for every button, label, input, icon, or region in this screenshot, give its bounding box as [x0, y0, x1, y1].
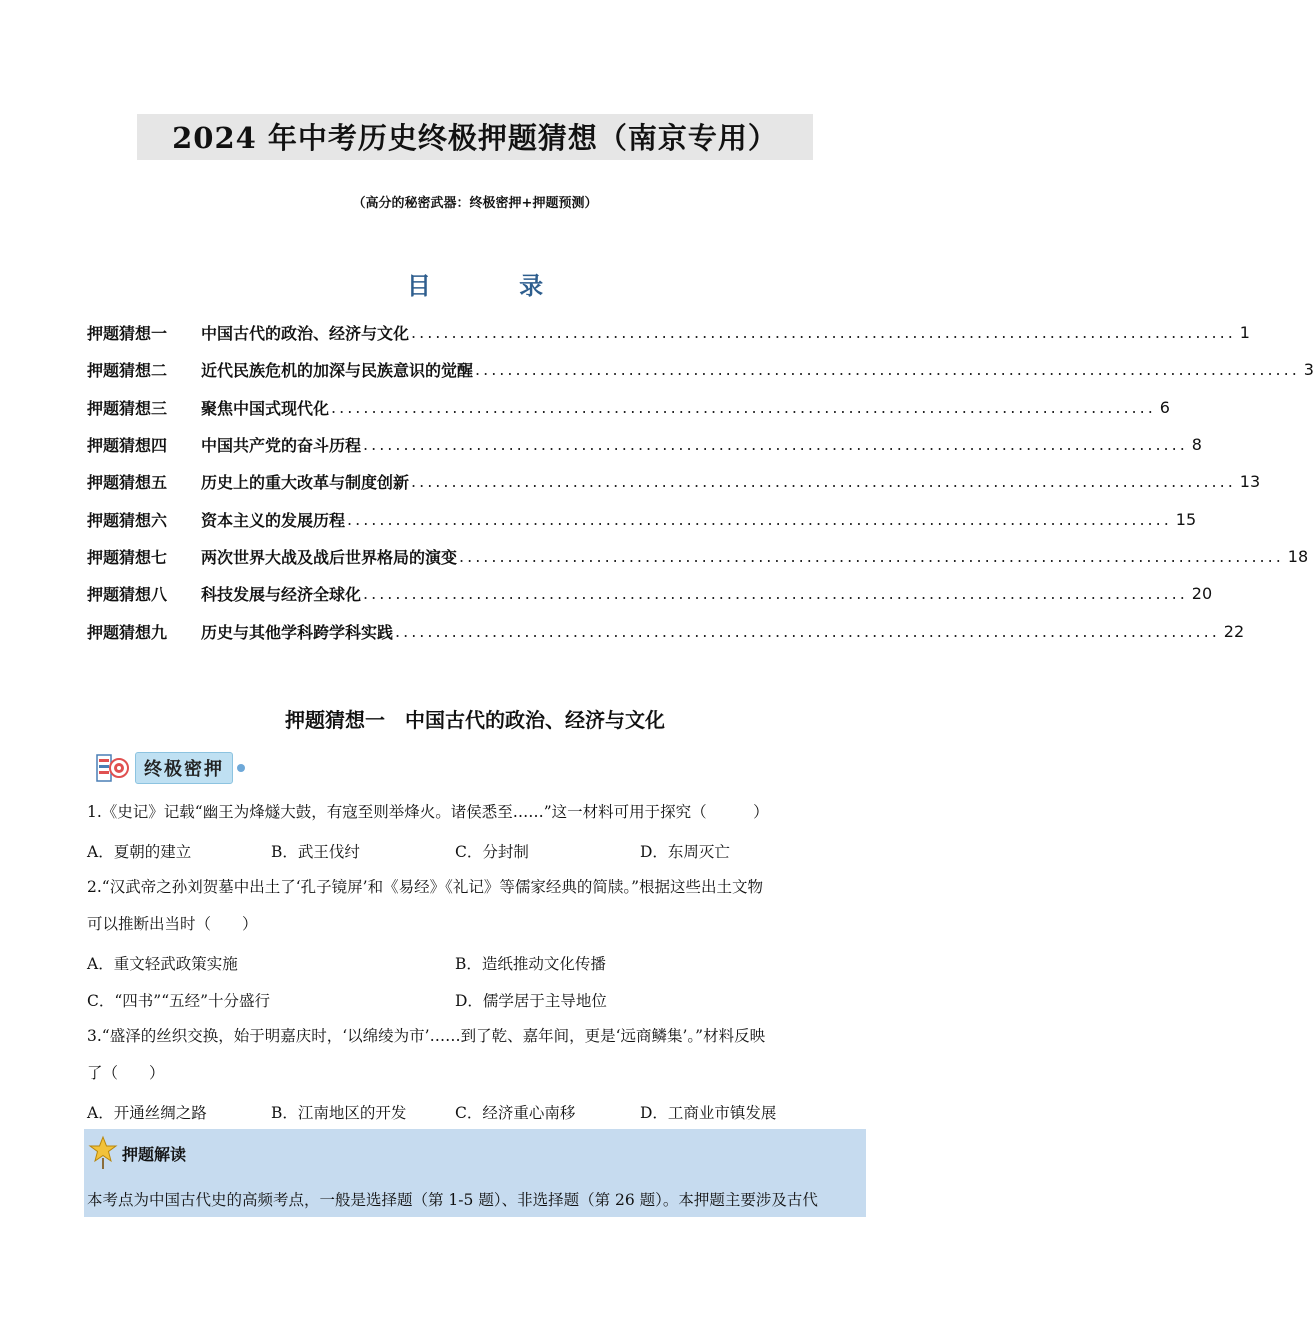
toc-entry-title: 中国共产党的奋斗历程	[201, 436, 362, 456]
question-2-option-a: A．重文轻武政策实施	[87, 955, 238, 973]
toc-leader-dots: ......................................................................................................	[475, 360, 1300, 380]
question-1-option-b: B．武王伐纣	[271, 843, 360, 861]
analysis-heading-label: 押题解读	[122, 1144, 187, 1164]
badge-dot-icon	[237, 764, 245, 772]
question-1-option-a: A．夏朝的建立	[87, 843, 192, 861]
toc-entry-title: 聚焦中国式现代化	[201, 398, 330, 418]
toc-leader-dots: ......................................................................................................	[331, 397, 1156, 417]
toc-entry-page: 3	[1303, 360, 1314, 380]
toc-entry-number: 押题猜想二	[87, 361, 168, 381]
toc-entry-title: 科技发展与经济全球化	[201, 585, 362, 605]
target-board-icon	[95, 752, 131, 784]
analysis-heading	[90, 1136, 186, 1170]
question-2-option-b: B．造纸推动文化传播	[455, 955, 606, 973]
toc-entry-number: 押题猜想六	[87, 510, 168, 530]
toc-entry-title: 中国古代的政治、经济与文化	[201, 324, 410, 344]
toc-leader-dots: ......................................................................................................	[459, 546, 1284, 566]
toc-leader-dots: ......................................................................................................	[347, 509, 1172, 529]
toc-entry-page: 15	[1175, 509, 1197, 529]
toc-leader-dots: ......................................................................................................	[411, 323, 1236, 343]
question-3-option-b: B．江南地区的开发	[271, 1104, 407, 1122]
toc-entry-title: 历史上的重大改革与制度创新	[201, 473, 410, 493]
toc-entry[interactable]	[87, 500, 1197, 537]
toc-entry-page: 6	[1159, 397, 1170, 417]
toc-entry-number: 押题猜想一	[87, 324, 168, 344]
question-2-option-c: C．“四书”“五经”十分盛行	[87, 992, 271, 1010]
toc-heading: 目 录	[406, 272, 584, 300]
toc-entry[interactable]	[87, 351, 1314, 388]
toc-entry-number: 押题猜想九	[87, 622, 168, 642]
section-title: 押题猜想一 中国古代的政治、经济与文化	[285, 708, 665, 732]
toc-entry-page: 18	[1287, 546, 1309, 566]
toc-entry[interactable]	[87, 314, 1250, 351]
final-prediction-badge	[95, 750, 245, 786]
toc-entry[interactable]	[87, 612, 1245, 649]
toc-entry[interactable]	[87, 426, 1202, 463]
toc-leader-dots: ......................................................................................................	[411, 472, 1236, 492]
star-icon	[90, 1136, 116, 1170]
toc-entry-number: 押题猜想八	[87, 585, 168, 605]
toc-entry[interactable]	[87, 389, 1170, 426]
question-3-option-d: D．工商业市镇发展	[640, 1104, 777, 1122]
toc-entry-page: 1	[1239, 323, 1250, 343]
question-2-text-line-1: 2.“汉武帝之孙刘贺墓中出土了‘孔子镜屏’和《易经》《礼记》等儒家经典的简牍。”根据这些出土文物	[87, 878, 763, 896]
question-3-text-line-2: 了（ ）	[87, 1064, 165, 1082]
toc-leader-dots: ......................................................................................................	[363, 435, 1188, 455]
toc-entry-page: 20	[1191, 584, 1213, 604]
toc-leader-dots: ......................................................................................................	[363, 584, 1188, 604]
question-2-option-d: D．儒学居于主导地位	[455, 992, 607, 1010]
toc-leader-dots: ......................................................................................................	[395, 621, 1220, 641]
question-3-text-line-1: 3.“盛泽的丝织交换，始于明嘉庆时，‘以绵绫为市’……到了乾、嘉年间，更是‘远商鳞集’。”材料反映	[87, 1027, 766, 1045]
toc-entry[interactable]	[87, 463, 1261, 500]
toc-entry-number: 押题猜想三	[87, 398, 168, 418]
toc-entry-title: 资本主义的发展历程	[201, 510, 346, 530]
question-2-text-line-2: 可以推断出当时（ ）	[87, 915, 258, 933]
toc-entry[interactable]	[87, 575, 1213, 612]
question-1-option-d: D．东周灭亡	[640, 843, 730, 861]
toc-entry-number: 押题猜想七	[87, 547, 168, 567]
toc-entry-number: 押题猜想五	[87, 473, 168, 493]
question-3-option-c: C．经济重心南移	[455, 1104, 576, 1122]
toc-entry[interactable]	[87, 538, 1309, 575]
page-title: 2024 年中考历史终极押题猜想（南京专用）	[172, 121, 778, 155]
toc-entry-title: 近代民族危机的加深与民族意识的觉醒	[201, 361, 474, 381]
toc-entry-page: 8	[1191, 435, 1202, 455]
toc-entry-number: 押题猜想四	[87, 436, 168, 456]
toc-entry-page: 13	[1239, 472, 1261, 492]
toc-entry-title: 两次世界大战及战后世界格局的演变	[201, 547, 458, 567]
analysis-body: 本考点为中国古代史的高频考点，一般是选择题（第 1-5 题）、非选择题（第 26 题）。本押题主要涉及古代	[87, 1191, 818, 1209]
badge-label: 终极密押	[135, 752, 233, 784]
question-1-option-c: C．分封制	[455, 843, 529, 861]
question-3-option-a: A．开通丝绸之路	[87, 1104, 207, 1122]
toc-entry-title: 历史与其他学科跨学科实践	[201, 622, 394, 642]
page-subtitle: （高分的秘密武器：终极密押+押题预测）	[352, 196, 598, 211]
table-of-contents	[87, 314, 1314, 650]
toc-entry-page: 22	[1223, 621, 1245, 641]
question-1-text: 1.《史记》记载“幽王为烽燧大鼓，有寇至则举烽火。诸侯悉至……”这一材料可用于探究（ ）	[87, 803, 769, 821]
